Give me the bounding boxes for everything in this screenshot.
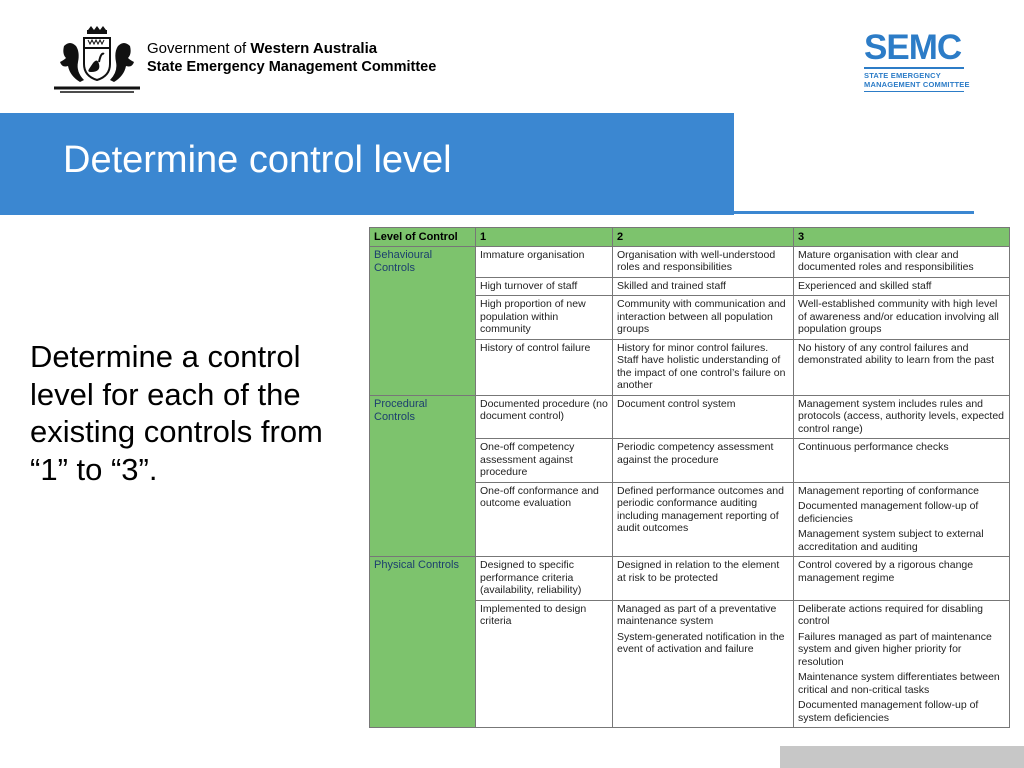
level-2-cell (613, 339, 794, 395)
cell-text: Defined performance outcomes and periodic conformance auditing including management reporting of audit outcomes (617, 484, 784, 534)
level-1-cell (476, 557, 613, 601)
level-3-cell (794, 395, 1010, 439)
table-row (370, 395, 1010, 439)
level-3-cell (794, 439, 1010, 483)
semc-logo-rule-bottom (864, 91, 964, 92)
control-level-table (369, 227, 1010, 728)
cell-text: Management system includes rules and protocols (access, authority levels, expected control range) (798, 397, 1005, 435)
cell-text: High turnover of staff (480, 279, 578, 292)
cell-text: Experienced and skilled staff (798, 279, 932, 292)
level-2-cell (613, 557, 794, 601)
cell-text: Management reporting of conformance (798, 484, 979, 497)
control-category-cell: Behavioural Controls (370, 246, 476, 395)
control-category-cell: Physical Controls (370, 557, 476, 728)
level-3-cell (794, 296, 1010, 340)
level-3-cell (794, 600, 1010, 728)
level-2-cell (613, 296, 794, 340)
title-band (0, 113, 734, 215)
level-1-cell (476, 600, 613, 728)
level-2-cell (613, 277, 794, 296)
cell-text: History of control failure (480, 341, 591, 354)
cell-text: Management system subject to external accreditation and auditing (798, 528, 984, 553)
semc-logo-subtitle-2: MANAGEMENT COMMITTEE (864, 80, 970, 89)
cell-text: Documented management follow-up of system deficiencies (798, 699, 979, 724)
government-branding (147, 39, 436, 77)
table-row (370, 246, 1010, 277)
cell-text: Community with communication and interaction between all population groups (617, 298, 786, 335)
cell-text: System-generated notification in the event of activation and failure (617, 630, 785, 655)
cell-text: Well-established community with high level of awareness and/or education involving all population groups (798, 298, 999, 335)
cell-text: Designed in relation to the element at risk to be protected (617, 559, 780, 584)
cell-text: History for minor control failures. Staff have holistic understanding of the impact of one control’s failure on another (617, 341, 786, 391)
cell-text: Organisation with well-understood roles and responsibilities (617, 248, 776, 273)
cell-text: Immature organisation (480, 248, 585, 261)
level-1-cell (476, 277, 613, 296)
level-3-cell (794, 557, 1010, 601)
level-1-cell (476, 439, 613, 483)
cell-text: Control covered by a rigorous change management regime (798, 559, 974, 584)
table-body (370, 246, 1010, 728)
level-1-cell (476, 395, 613, 439)
table-row (370, 557, 1010, 601)
wa-coat-of-arms-logo (50, 26, 144, 96)
cell-text: Documented management follow-up of deficiencies (798, 500, 979, 525)
level-3-cell (794, 246, 1010, 277)
cell-text: High proportion of new population within community (480, 298, 586, 335)
cell-text: Failures managed as part of maintenance system and given higher priority for resolution (798, 630, 992, 668)
semc-logo-mark: SEMC (864, 28, 962, 67)
header-level-1: 1 (476, 228, 613, 247)
cell-text: Continuous performance checks (798, 441, 949, 453)
level-3-cell (794, 482, 1010, 557)
gov-state-name: Western Australia (250, 40, 378, 57)
semc-logo (864, 30, 974, 92)
cell-text: Maintenance system differentiates between critical and non-critical tasks (798, 671, 1000, 696)
semc-logo-rule (864, 67, 964, 69)
level-1-cell (476, 482, 613, 557)
cell-text: Managed as part of a preventative maintenance system (617, 602, 777, 627)
slide-title: Determine control level (63, 139, 452, 181)
cell-text: One-off conformance and outcome evaluation (480, 484, 599, 509)
level-2-cell (613, 482, 794, 557)
cell-text: One-off competency assessment against procedure (480, 441, 575, 478)
cell-text: Implemented to design criteria (480, 602, 587, 627)
level-2-cell (613, 395, 794, 439)
cell-text: No history of any control failures and demonstrated ability to learn from the past (798, 341, 995, 366)
level-1-cell (476, 246, 613, 277)
level-3-cell (794, 277, 1010, 296)
semc-logo-subtitle-1: STATE EMERGENCY (864, 71, 941, 80)
body-text: Determine a control level for each of the existing controls from “1” to “3”. (30, 339, 323, 487)
footer-gray-bar (780, 746, 1024, 768)
cell-text: Periodic competency assessment against the procedure (617, 441, 774, 466)
gov-prefix: Government of (147, 40, 251, 57)
cell-text: Skilled and trained staff (617, 279, 726, 292)
cell-text: Document control system (617, 397, 736, 410)
level-1-cell (476, 296, 613, 340)
level-3-cell (794, 339, 1010, 395)
cell-text: Mature organisation with clear and documented roles and responsibilities (798, 248, 974, 273)
cell-text: Designed to specific performance criteria (availability, reliability) (480, 559, 582, 596)
header-level-of-control: Level of Control (370, 228, 476, 247)
table-header-row (370, 228, 1010, 247)
level-1-cell (476, 339, 613, 395)
committee-name: State Emergency Management Committee (147, 59, 437, 75)
level-2-cell (613, 246, 794, 277)
title-rule (734, 211, 974, 214)
level-2-cell (613, 439, 794, 483)
control-category-cell: Procedural Controls (370, 395, 476, 557)
cell-text: Deliberate actions required for disabling control (798, 602, 984, 627)
level-2-cell (613, 600, 794, 728)
cell-text: Documented procedure (no document control) (480, 397, 608, 422)
header-level-2: 2 (613, 228, 794, 247)
header-level-3: 3 (794, 228, 1010, 247)
